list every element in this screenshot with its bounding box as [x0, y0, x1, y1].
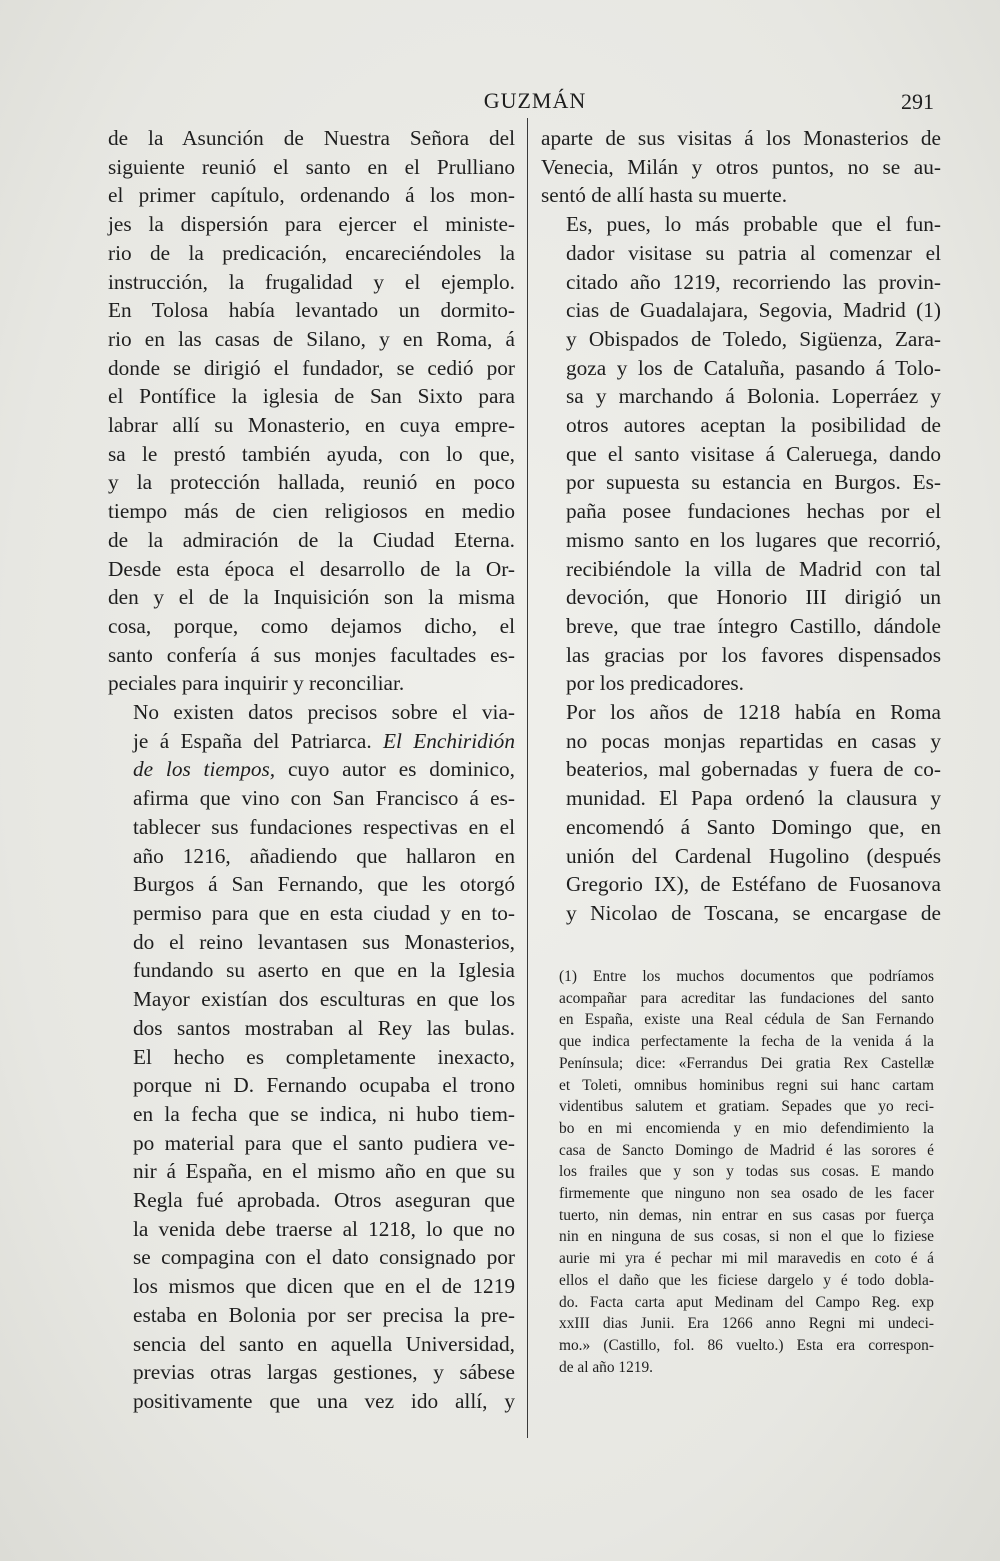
text-line: devoción, que Honorio III dirigió un [566, 585, 941, 610]
text-line: breve, que trae íntegro Castillo, dándole [566, 613, 941, 638]
left-paragraph-1 [108, 124, 515, 698]
text-line: tiempo más de cien religiosos en medio [108, 499, 515, 524]
text-line: santo confería á sus monjes facultades es- [108, 642, 515, 667]
text-line: xxIII dias Junii. Era 1266 anno Regni mi undeci- [559, 1315, 934, 1333]
text-line: sa le prestó también ayuda, con lo que, [108, 441, 515, 466]
left-column [108, 124, 515, 1416]
text-line: por supuesta su estancia en Burgos. Es- [566, 470, 941, 495]
text-line: sentó de allí hasta su muerte. [541, 183, 788, 208]
text-line: bo en mi encomienda y en mio defendimiento la [559, 1119, 934, 1137]
text-line: En Tolosa había levantado un dormito- [108, 298, 515, 323]
text-segment: cuyo autor es dominico, [275, 757, 516, 782]
right-paragraph-3 [541, 698, 941, 928]
right-paragraph-2 [541, 210, 941, 698]
text-line: Desde esta época el desarrollo de la Or- [108, 556, 515, 581]
text-line: sa y marchando á Bolonia. Loperráez y [566, 384, 941, 409]
text-line: en España, existe una Real cédula de San Fernando [559, 1011, 934, 1029]
text-line: recibiéndole la villa de Madrid con tal [566, 556, 941, 581]
text-line: munidad. El Papa ordenó la clausura y [566, 786, 941, 811]
text-line: rio de la predicación, encareciéndoles la [108, 240, 515, 265]
text-line: se compagina con el dato consignado por [133, 1245, 515, 1270]
book-title-italic: El Enchiridión [382, 728, 515, 753]
text-line: rio en las casas de Silano, y en Roma, á [108, 326, 515, 351]
left-paragraph-2 [108, 698, 515, 1416]
text-line: tuerto, nin demas, nin entrar en sus casas por fuerça [559, 1206, 934, 1224]
text-line: beaterios, mal gobernadas y fuera de co- [566, 757, 941, 782]
footnote-text [541, 966, 934, 1378]
text-line: do. Facta carta aput Medinam del Campo Reg. exp [559, 1293, 934, 1311]
text-line: cias de Guadalajara, Segovia, Madrid (1) [566, 298, 941, 323]
column-divider [527, 118, 528, 1438]
paragraph-continuation [108, 784, 515, 1415]
text-line: citado año 1219, recorriendo las provin- [566, 269, 941, 294]
text-line: tablecer sus fundaciones respectivas en el [133, 814, 515, 839]
text-line: dos santos mostraban al Rey las bulas. [133, 1015, 515, 1040]
text-segment: je á España del Patriarca. [133, 728, 383, 753]
text-line: la venida debe traerse al 1218, lo que no [133, 1216, 515, 1241]
text-line: por los predicadores. [566, 671, 745, 696]
text-line: y la protección hallada, reunió en poco [108, 470, 515, 495]
text-line: de al año 1219. [559, 1358, 654, 1376]
text-line: donde se dirigió el fundador, se cedió por [108, 355, 515, 380]
text-line: porque ni D. Fernando ocupaba el trono [133, 1073, 515, 1098]
text-line [108, 755, 515, 784]
text-line: otros autores aceptan la posibilidad de [566, 413, 941, 438]
book-title-italic: de los tiempos, [133, 757, 276, 782]
text-line: fundando su aserto en que en la Iglesia [133, 958, 515, 983]
page-number: 291 [901, 89, 934, 114]
text-line: et Toleti, omnibus hominibus regni sui hanc cartam [559, 1076, 934, 1094]
text-line: nir á España, en el mismo año en que su [133, 1159, 515, 1184]
text-line: unión del Cardenal Hugolino (después [566, 843, 941, 868]
text-line: encomendó á Santo Domingo que, en [566, 814, 941, 839]
text-line: aparte de sus visitas á los Monasterios de [541, 126, 941, 150]
text-line: los frailes que y son y todas sus cosas. E mando [559, 1163, 934, 1181]
text-line: Burgos á San Fernando, que les otorgó [133, 872, 515, 897]
text-line: do el reino levantasen sus Monasterios, [133, 929, 515, 954]
text-line [108, 727, 515, 756]
text-line: no pocas monjas repartidas en casas y [566, 728, 941, 753]
text-line: dador visitase su patria al comenzar el [566, 240, 941, 265]
text-line: acompañar para acreditar las fundaciones del santo [559, 989, 934, 1007]
text-line: positivamente que una vez ido allí, y [133, 1388, 515, 1413]
text-line: den y el de la Inquisición son la misma [108, 585, 515, 610]
text-line: jes la dispersión para ejercer el ministe- [108, 212, 515, 237]
text-line: mo.» (Castillo, fol. 86 vuelto.) Esta era correspon- [559, 1336, 934, 1354]
text-line: y Nicolao de Toscana, se encargase de [566, 900, 941, 925]
text-line: Regla fué aprobada. Otros aseguran que [133, 1188, 515, 1213]
text-line: labrar allí su Monasterio, en cuya empre- [108, 413, 515, 438]
text-line: estaba en Bolonia por ser precisa la pre- [133, 1302, 515, 1327]
text-line: instrucción, la frugalidad y el ejemplo. [108, 269, 515, 294]
text-line: nin en ninguna de sus cosas, si non el que lo fiziese [559, 1228, 934, 1246]
text-line: Península; dice: «Ferrandus Dei gratia Rex Castellæ [559, 1054, 934, 1072]
text-line: Por los años de 1218 había en Roma [566, 700, 941, 725]
text-line: que indica perfectamente la fecha de la venida á la [559, 1033, 934, 1051]
text-line: peciales para inquirir y reconciliar. [108, 671, 405, 696]
text-line: el Pontífice la iglesia de San Sixto para [108, 384, 515, 409]
footnote [541, 966, 934, 1378]
text-line: de la Asunción de Nuestra Señora del [108, 126, 515, 150]
text-line: que el santo visitase á Caleruega, dando [566, 441, 941, 466]
text-line: siguiente reunió el santo en el Prulliano [108, 154, 515, 179]
text-line: goza y los de Cataluña, pasando á Tolo- [566, 355, 941, 380]
text-line: Mayor existían dos esculturas en que los [133, 987, 515, 1012]
text-line: videntibus salutem et gratiam. Sepades que yo reci- [559, 1098, 934, 1116]
text-line: el primer capítulo, ordenando á los mon- [108, 183, 515, 208]
text-line: Gregorio IX), de Estéfano de Fuosanova [566, 872, 941, 897]
text-line: mismo santo en los lugares que recorrió, [566, 527, 941, 552]
text-line: en la fecha que se indica, ni hubo tiem- [133, 1101, 515, 1126]
text-line: las gracias por los favores dispensados [566, 642, 941, 667]
text-line: de la admiración de la Ciudad Eterna. [108, 527, 515, 552]
text-line: cosa, porque, como dejamos dicho, el [108, 613, 515, 638]
text-line: Venecia, Milán y otros puntos, no se au- [541, 154, 941, 179]
text-line: afirma que vino con San Francisco á es- [133, 786, 515, 811]
text-line: y Obispados de Toledo, Sigüenza, Zara- [566, 326, 941, 351]
right-column [541, 124, 941, 928]
text-line: (1) Entre los muchos documentos que podríamos [559, 968, 934, 985]
running-title: GUZMÁN [483, 88, 587, 113]
text-line: paña posee fundaciones hechas por el [566, 499, 941, 524]
text-line: Es, pues, lo más probable que el fun- [566, 212, 941, 237]
text-line: ellos el daño que les ficiese dargelo y é todo dobla- [559, 1271, 934, 1289]
text-line: No existen datos precisos sobre el via- [133, 700, 515, 725]
text-line: año 1216, añadiendo que hallaron en [133, 843, 515, 868]
right-paragraph-1 [541, 124, 941, 210]
text-line: sencia del santo en aquella Universidad, [133, 1331, 515, 1356]
text-line: El hecho es completamente inexacto, [133, 1044, 515, 1069]
text-line: aurie mi yra é pechar mi mil maravedis en coto é á [559, 1250, 934, 1268]
text-line: po material para que el santo pudiera ve- [133, 1130, 515, 1155]
text-line: previas otras largas gestiones, y sábese [133, 1360, 515, 1385]
text-line: los mismos que dicen que en el de 1219 [133, 1274, 515, 1299]
text-line: casa de Sancto Domingo de Madrid é las sorores é [559, 1141, 934, 1159]
text-line: firmemente que ninguno non sea osado de les facer [559, 1185, 934, 1203]
text-line: permiso para que en esta ciudad y en to- [133, 900, 515, 925]
